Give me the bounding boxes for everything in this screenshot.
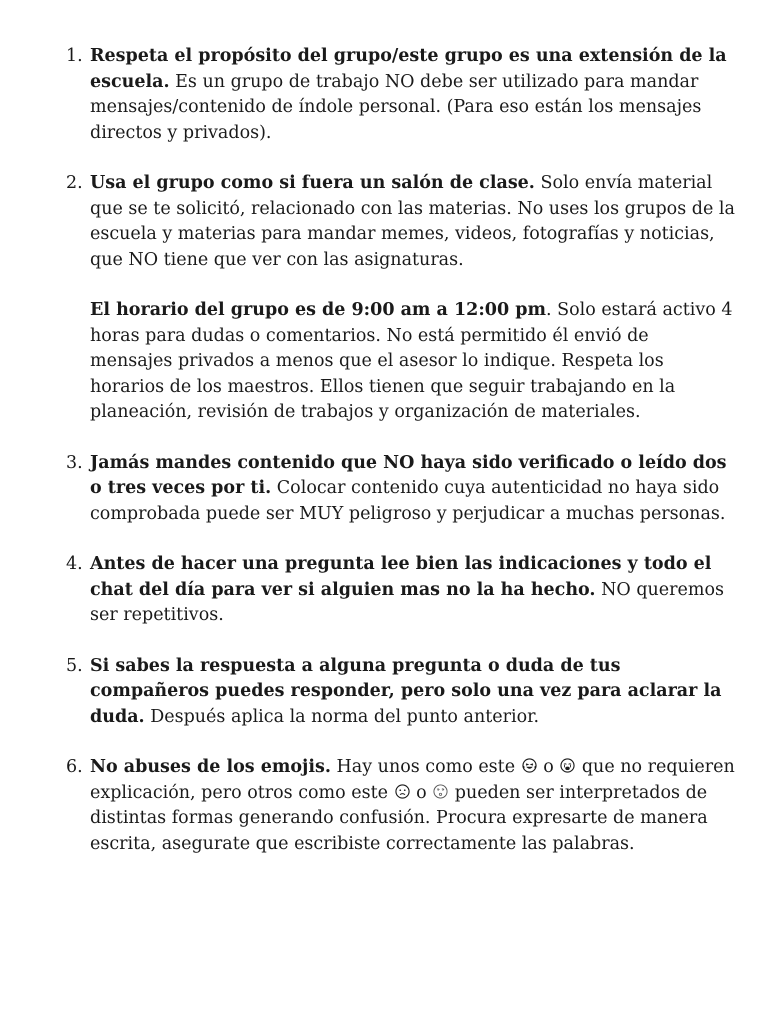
rule-body: [90, 44, 736, 146]
rule-number: 2.: [66, 173, 83, 193]
rule-paragraph: [90, 755, 736, 857]
rule-title: Jamás mandes contenido que NO haya sido verificado o leído dos o tres veces por ti.: [90, 452, 727, 498]
laughing-tears-icon: [522, 758, 537, 773]
rule-text: NO queremos ser repetitivos.: [90, 579, 724, 625]
rule-body: [90, 654, 736, 731]
rule-3: [66, 451, 736, 528]
schedule-title: El horario del grupo es de 9:00 am a 12:00 pm: [90, 300, 546, 320]
rule-1: [66, 44, 736, 146]
rule-6: [66, 755, 736, 857]
rule-text: Es un grupo de trabajo NO debe ser utilizado para mandar mensajes/contenido de índole personal. (Para eso están los mensajes directos y privados).: [90, 71, 702, 143]
rule-title: Respeta el propósito del grupo/este grupo es una extensión de la escuela.: [90, 46, 727, 92]
rule-title: No abuses de los emojis.: [90, 757, 331, 777]
schedule-paragraph: [90, 298, 736, 426]
rule-body: [90, 451, 736, 528]
rule-text: Después aplica la norma del punto anterior.: [144, 706, 540, 727]
rule-paragraph: [90, 451, 736, 528]
worried-face-icon: [395, 784, 410, 799]
document-page: [66, 44, 736, 857]
rule-body: [90, 171, 736, 426]
schedule-text: . Solo estará activo 4 horas para dudas o comentarios. No está permitido él envió de mensajes privados a menos que el asesor lo indique. Respeta los horarios de los maestros. Ellos tienen que seguir trabajando en la planeación, revisión de trabajos y organización de materiales.: [90, 300, 733, 422]
rule-title: Si sabes la respuesta a alguna pregunta o duda de tus compañeros puedes responder, pero solo una vez para aclarar la duda.: [90, 655, 722, 727]
rule-text: o: [537, 757, 560, 777]
rule-body: [90, 755, 736, 857]
rule-paragraph: [90, 44, 736, 146]
rule-body: [90, 552, 736, 629]
rule-2: [66, 171, 736, 426]
rule-paragraph: [90, 654, 736, 731]
rule-number: 5.: [66, 655, 83, 676]
rule-title: Antes de hacer una pregunta lee bien las indicaciones y todo el chat del día para ver si alguien mas no la ha hecho.: [90, 554, 712, 600]
rule-text: que no requieren explicación, pero otros como este: [90, 757, 735, 803]
rule-text: Hay unos como este: [330, 757, 521, 777]
crying-icon: [560, 758, 575, 773]
rule-text: Colocar contenido cuya autenticidad no haya sido comprobada puede ser MUY peligroso y perjudicar a muchas personas.: [90, 478, 726, 524]
rule-paragraph: [90, 552, 736, 629]
rule-paragraph: [90, 171, 736, 273]
rule-text: pueden ser interpretados de distintas formas generando confusión. Procura expresarte de manera escrita, asegurate que escribiste correctamente las palabras.: [90, 782, 708, 854]
rule-4: [66, 552, 736, 629]
rule-5: [66, 654, 736, 731]
rule-title: Usa el grupo como si fuera un salón de clase.: [90, 173, 535, 193]
rule-number: 3.: [66, 452, 83, 473]
rule-text: Solo envía material que se te solicitó, relacionado con las materias. No uses los grupos de la escuela y materias para mandar memes, videos, fotografías y noticias, que NO tiene que ver con las asignaturas.: [90, 173, 735, 270]
dizzy-face-icon: [433, 784, 448, 799]
rule-number: 1.: [66, 46, 83, 66]
rule-text: o: [410, 782, 433, 803]
rule-number: 6.: [66, 757, 83, 777]
rule-number: 4.: [66, 554, 83, 574]
